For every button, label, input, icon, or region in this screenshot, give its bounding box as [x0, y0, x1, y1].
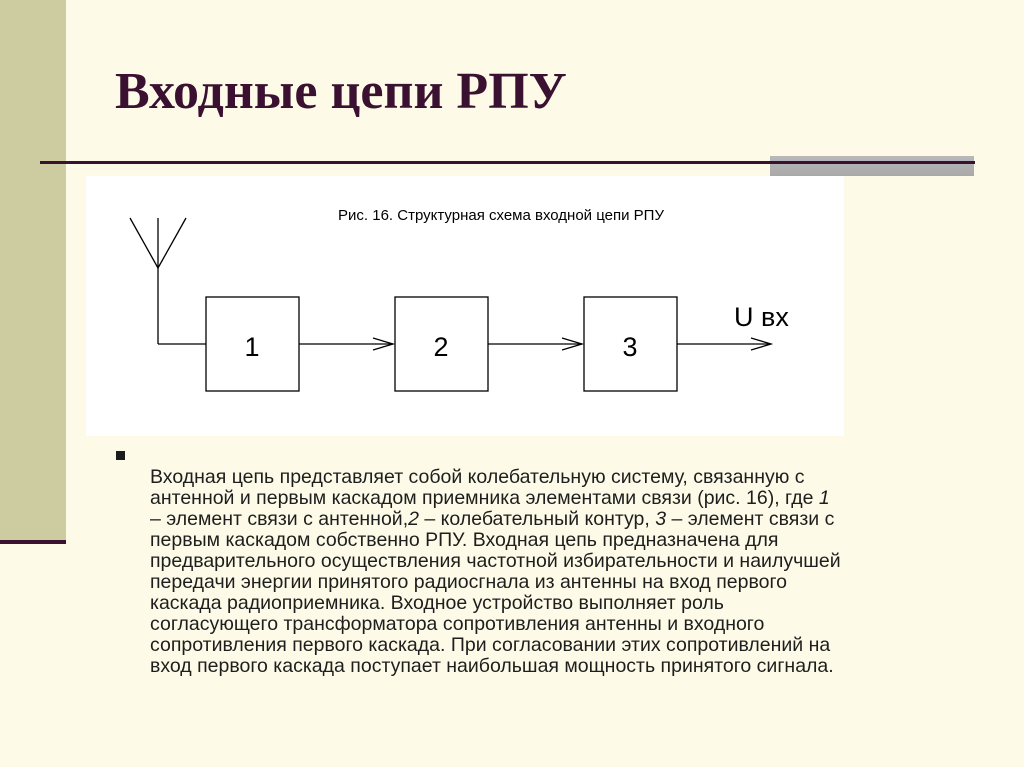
arrow-2-3	[488, 338, 582, 350]
figure-panel	[86, 176, 844, 436]
slide-title: Входные цепи РПУ	[115, 63, 567, 120]
title-rule	[40, 161, 975, 164]
antenna-icon	[130, 218, 186, 344]
paragraph-text: – элемент связи с антенной,	[150, 508, 409, 530]
arrow-1-2	[299, 338, 393, 350]
output-arrow	[677, 338, 771, 350]
element-number-2: 2	[408, 508, 419, 530]
block-3-label: 3	[622, 332, 638, 362]
bullet-paragraph	[150, 446, 976, 677]
figure-caption: Рис. 16. Структурная схема входной цепи РПУ	[338, 207, 664, 224]
bullet-square-icon	[116, 451, 125, 460]
block-1-label: 1	[244, 332, 260, 362]
element-number-3: 3	[655, 508, 667, 530]
output-label: U вх	[734, 302, 789, 332]
paragraph-text: – элемент связи с первым каскадом собственно РПУ. Входная цепь предназначена для предварительного осуществления частотной избирательности и наилучшей передачи энергии принятого радиосгнала из антенны на вход первого каскада радиоприемника. Входное устройство выполняет роль согласующего трансформатора сопротивления антенны и входного сопротивления первого каскада. При согласовании этих сопротивлений на вход первого каскада поступает наибольшая мощность принятого сигнала.	[150, 508, 841, 677]
left-decor-band	[0, 0, 66, 540]
element-number-1: 1	[818, 487, 830, 509]
paragraph-text: Входная цепь представляет собой колебательную систему, связанную с антенной и первым каскадом приемника элементами связи (рис. 16), где	[150, 466, 814, 509]
left-decor-line	[0, 540, 66, 544]
title-rule-shade	[770, 156, 974, 176]
block-2-label: 2	[433, 332, 449, 362]
paragraph-text: – колебательный контур,	[418, 508, 656, 530]
content-area	[116, 446, 976, 677]
block-diagram	[86, 176, 844, 436]
